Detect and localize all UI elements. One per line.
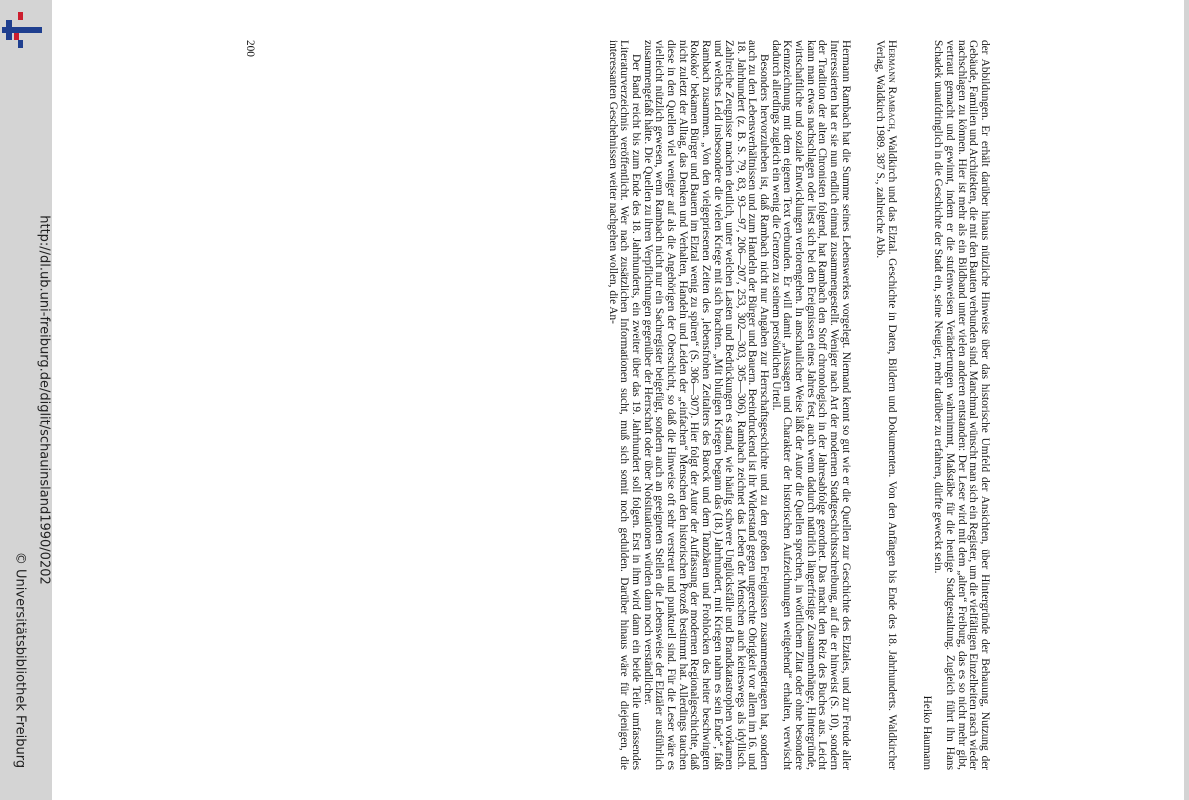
viewer-sidebar bbox=[0, 0, 52, 800]
review2-bibliography bbox=[874, 40, 897, 770]
review2-bib-details: , Waldkirch und das Elztal. Geschichte in Daten, Bildern und Dokumenten. Von den Anfängen bis Ende des 18. Jahrhunderts. Waldkircher Verlag, Waldkirch 1989. 387 S., zahlreiche Abb. bbox=[874, 40, 899, 770]
review1-signature: Heiko Haumann bbox=[920, 695, 933, 770]
review2-author: Hermann Rambach bbox=[886, 40, 899, 130]
right-edge-strip bbox=[1184, 0, 1189, 800]
page-number: 200 bbox=[244, 40, 256, 57]
review2-paragraph-1: Hermann Rambach hat die Summe seines Lebenswerkes vorgelegt. Niemand kennt so gut wie er die Quellen zur Geschichte des Elztales, und zur Freude aller Interessierten hat er sie nun endlich einmal zusammengestellt. Weniger nach Art der modernen Stadtgeschichtsschreibung, auf die er hinweist (S. 10), sondern der Tradition der alten Chronisten folgend, hat Rambach den Stoff chronologisch in der Jahresabfolge geordnet. Das macht den Reiz des Buches aus. Leicht kann man etwas nachschlagen oder liest sich bei den Ereignissen eines Jahres fest, auch wenn dadurch natürlich längerfristige Zusammenhänge, Hintergründe, wirtschaftliche und soziale Entwicklungen verlorengehen. In anschaulicher Weise läßt der Autor die Quellen sprechen, in wörtlichem Zitat oder ohne besondere Kennzeichnung mit dem eigenen Text verbunden. Er will damit „Aussagen und Charakter der historischen Aufzeichnungen weitgehend“ erhalten, verwischt dadurch allerdings zugleich ein wenig die Grenzen zu seinem persönlichen Urteil. bbox=[769, 40, 852, 770]
university-library-logo-icon bbox=[0, 8, 44, 52]
review2-paragraph-3: Der Band reicht bis zum Ende des 18. Jahrhunderts, ein zweiter über das 19. Jahrhundert soll folgen. Erst in ihm wird dann ein beide Teile umfassendes Literaturverzeichnis veröffentlicht. Wer nach zusätzlichen Informationen sucht, muß sich somit noch gedulden. Darüber hinaus wäre für diejenigen, die interessanten Geschehnissen weiter nachgehen wollen, die An- bbox=[606, 40, 642, 770]
permalink-url[interactable]: http://dl.ub.uni-freiburg.de/diglit/schauinsland1990/0202 bbox=[36, 215, 52, 585]
copyright-notice: © Universitätsbibliothek Freiburg bbox=[12, 551, 28, 769]
review2-paragraph-2: Besonders hervorzuheben ist, daß Rambach nicht nur Angaben zur Herrschaftsgeschichte und zu den großen Ereignissen zusammengetragen hat, sondern auch zu den Lebensverhältnissen und zum Handeln der Bürger und Bauern. Beeindruckend ist ihr Widerstand gegen ungerechte Obrigkeit vor allem im 16. und 18. Jahrhundert (z. B. S. 79, 83, 93—97, 206—207, 253, 302—303, 305—306). Rambach zeichnet das Leben der Menschen auch keineswegs als idyllisch. Zahlreiche Zeugnisse machen deutlich, unter welchen Lasten und Bedrückungen es stand, wie häufig schwere Unglücksfälle und Brandkatastrophen vorkamen und welches Leid insbesondere die vielen Kriege mit sich brachten. „Mit blutigen Kriegen begann das (18.) Jahrhundert, mit Kriegen nahm es sein Ende“, faßt Rambach zusammen. „Von den vielgepriesenen Zeiten des ‚lebensfrohen Zeitalters des Barock und dem Tanzbären und Frohlocken des heiter beschwingten Rokoko‘ bekamen Bürger und Bauern im Elztal wenig zu spüren“ (S. 306—307). Hier folgt der Autor der Auffassung der modernen Regionalgeschichte, daß nicht zuletzt der Alltag, das Denken und Verhalten, Handeln und Leiden der „einfachen“ Menschen den historischen Prozeß bestimmt hat. Allerdings tauchen diese in den Quellen viel weniger auf als die Angehörigen der Oberschicht, so daß die Hinweise oft sehr verstreut und punktuell sind. Für die Leser wäre es vielleicht nützlich gewesen, wenn Rambach nicht nur ein Sachregister beigefügt, sondern auch an geeigneten Stellen die Lebensweise der Elztäler ausführlich zusammengefaßt hätte. Die Quellen zu ihren Verpflichtungen gegenüber der Herrschaft oder über Notsituationen würden dann noch verständlicher. bbox=[641, 40, 771, 770]
review1-continuation: der Abbildungen. Er erhält darüber hinaus nützliche Hinweise über das historische Umfeld der Ansichten, über Hintergründe der Behauung, Nutzung der Gebäude, Familien und Architekten, die mit den Bauten verbunden sind. Manchmal wünscht man sich ein Register, um die vielfältigen Einzelheiten rasch wieder nachschlagen zu können. Hier ist mehr als ein Bildband unter vielen anderen entstanden: Der Leser wird mit dem „alten“ Freiburg, das es so nicht mehr gibt, vertraut gemacht und gewinnt, indem er die stufenweisen Veränderungen wahrnimmt, Maßstäbe für die heutige Stadtgestaltung. Zugleich führt ihn Hans Schadek unaufdringlich in die Geschichte der Stadt ein, seine Neugier, mehr darüber zu erfahren, dürfte geweckt sein. bbox=[932, 40, 991, 770]
scanned-page bbox=[244, 40, 991, 770]
